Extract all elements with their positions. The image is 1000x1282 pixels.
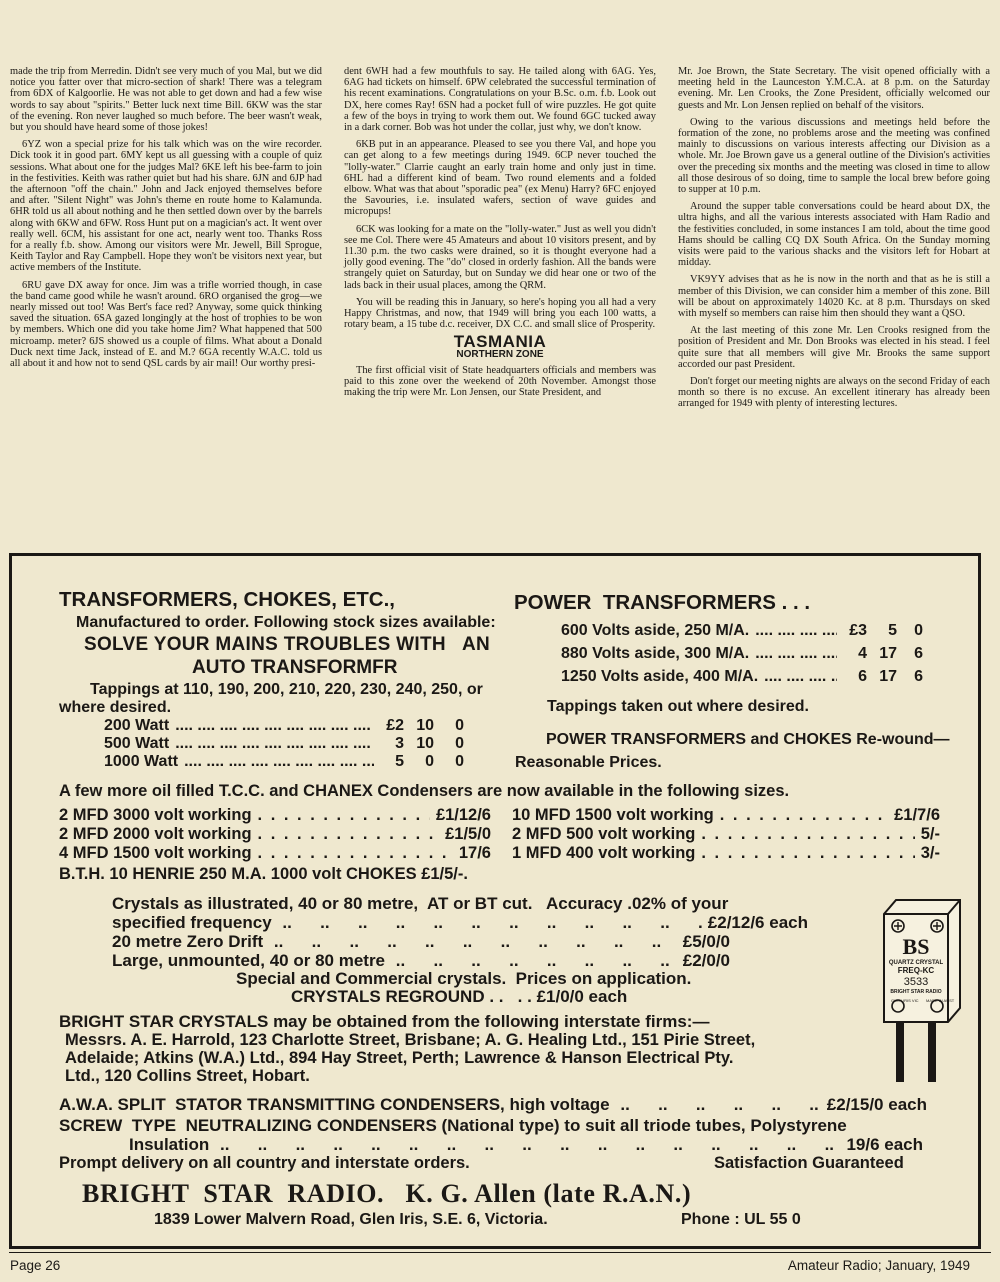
condenser-row	[512, 806, 940, 825]
crystals-line-1: Crystals as illustrated, 40 or 80 metre, AT or BT cut. Accuracy .02% of your	[112, 894, 729, 913]
price-pence: 0	[455, 753, 464, 770]
condenser-price: £1/5/0	[445, 825, 491, 843]
chokes-line: B.T.H. 10 HENRIE 250 M.A. 1000 volt CHOKES £1/5/-.	[59, 865, 468, 883]
crystal-logo: BS	[902, 934, 930, 959]
paragraph: 6RU gave DX away for once. Jim was a trifle worried though, in case the band came good while he wasn't around. 6RO organised the grog—we nearly missed out too! Was Bert's face red? Anyway, some quick thinking saved the situation. 6SA gazed longingly at the host of trophies to be won by members. Which one did you take home Jim? What happened that 500 microamp. meter? 6JS showed us a couple of films. What about a Donald Duck next time Jack, instead of E. and M.? 6GA recently W.A.C. told us all about it and how not to send QSL cards by air mail! Our worthy presi-	[10, 279, 322, 370]
price-label: 1250 Volts aside, 400 M/A.	[561, 668, 759, 685]
crystal-price: £2/0/0	[682, 951, 730, 970]
awa-price: £2/15/0 each	[826, 1095, 927, 1114]
price-label: 500 Watt	[104, 735, 170, 752]
price-row	[104, 717, 464, 735]
auto-transformer-line-1: SOLVE YOUR MAINS TROUBLES WITH AN	[84, 634, 490, 655]
condenser-price: 17/6	[458, 844, 491, 862]
company-phone: Phone : UL 55 0	[681, 1211, 801, 1228]
condenser-label: 2 MFD 500 volt working	[512, 825, 696, 843]
crystals-price-list	[112, 913, 808, 970]
crystal-label: specified frequency	[112, 913, 272, 932]
crystal-row	[112, 932, 808, 951]
price-row	[561, 622, 923, 645]
paragraph: The first official visit of State headquarters officials and members was paid to this zone over the weekend of 20th November. Amongst those making the trip were Mr. Lon Jensen, our State President, and	[344, 364, 656, 399]
condenser-row	[59, 806, 491, 825]
transformers-subtitle: Manufactured to order. Following stock sizes available:	[76, 614, 496, 631]
price-row	[561, 645, 923, 668]
price-pounds: 4	[858, 645, 867, 662]
awa-label: A.W.A. SPLIT STATOR TRANSMITTING CONDENSERS, high voltage	[59, 1095, 610, 1114]
condenser-price: 3/-	[920, 844, 940, 862]
tappings-line-2: where desired.	[59, 699, 172, 716]
condenser-price: 5/-	[920, 825, 940, 843]
condenser-row	[59, 844, 491, 863]
screw-condensers-line-1: SCREW TYPE NEUTRALIZING CONDENSERS (National type) to suit all triode tubes, Polystyrene	[59, 1116, 847, 1135]
satisfaction-guaranteed: Satisfaction Guaranteed	[714, 1154, 904, 1172]
footer-rule	[9, 1252, 991, 1253]
company-name: BRIGHT STAR RADIO. K. G. Allen (late R.A.N.)	[82, 1179, 692, 1208]
paragraph: Don't forget our meeting nights are always on the second Friday of each month so there is no excuse. An excellent itinerary has already been arranged for 1949 with plenty of interesting lectures.	[678, 376, 990, 410]
company-address: 1839 Lower Malvern Road, Glen Iris, S.E. 6, Victoria.	[154, 1211, 548, 1228]
price-shillings: 5	[888, 622, 897, 639]
prompt-delivery: Prompt delivery on all country and interstate orders.	[59, 1154, 470, 1172]
auto-transformer-line-2: AUTO TRANSFORMFR	[192, 657, 398, 678]
condenser-row	[512, 844, 940, 863]
auto-transformer-price-list	[104, 717, 464, 771]
bright-star-crystals-title: BRIGHT STAR CRYSTALS may be obtained from the following interstate firms:—	[59, 1012, 710, 1031]
price-shillings: 10	[416, 717, 434, 734]
price-row	[561, 668, 923, 691]
quartz-crystal-illustration	[876, 896, 966, 1086]
firms-line-3: Ltd., 120 Collins Street, Hobart.	[65, 1067, 310, 1085]
paragraph: 6CK was looking for a mate on the "lolly-water." Just as well you didn't see me Col. There were 45 Amateurs and about 10 visitors present, and by 11.30 p.m. the two casks were drained, so it is thought everyone had a jolly good evening. The "do" closed in orderly fashion. All the bands were strangely quiet on Saturday, but on Sunday we did hear one or two of the lads back in their usual places, among the QRM.	[344, 223, 656, 291]
condenser-label: 1 MFD 400 volt working	[512, 844, 696, 862]
paragraph: made the trip from Merredin. Didn't see very much of you Mal, but we did notice you fatter over that micro-section of shark! There was a telegram from 6DX of Kalgoorlie. He was not able to get down and had a few wise words to say about "spirits." Better luck next time Bill. 6KW was the star of the evening. Ron never laughed so much before. The beer wasn't weak, but you should have heard some of those jokes!	[10, 66, 322, 134]
firms-line-1: Messrs. A. E. Harrold, 123 Charlotte Street, Brisbane; A. G. Healing Ltd., 151 Pirie Street,	[65, 1031, 756, 1049]
paragraph: 6KB put in an appearance. Pleased to see you there Val, and hope you can get along to a few meetings during 1949. 6CP never touched the "lolly-water." Clarrie caught an early train home and only just in time. 6HL had a different kind of beam. Two round elements and a folded elbow. What was that about "sporadic pea" (ex Menu) Harry? 6FC enjoyed the Savouries, i.e. insulated wafers, section of wave guides and micropups!	[344, 139, 656, 218]
screw-condensers-row	[129, 1135, 923, 1155]
crystal-label-1: QUARTZ CRYSTAL	[888, 960, 944, 966]
price-label: 200 Watt	[104, 717, 170, 734]
price-pence: 0	[914, 622, 923, 639]
crystal-label-right: MADE IN AUST	[926, 998, 955, 1003]
crystal-label-2: FREQ-KC	[897, 966, 935, 975]
condenser-label: 4 MFD 1500 volt working	[59, 844, 252, 862]
condenser-row	[512, 825, 940, 844]
crystals-special: Special and Commercial crystals. Prices on application.	[236, 969, 692, 988]
condensers-list-left	[59, 806, 491, 863]
crystal-label: 20 metre Zero Drift	[112, 932, 264, 951]
paragraph: Owing to the various discussions and meetings held before the formation of the zone, no problems arose and the meeting was confined mainly to discussions on various interests affecting our Division as a whole. Mr. Joe Brown gave us a general outline of the Division's activities over the preceding six months and the meeting was closed in time to allow all those desirous of so doing, time to sample the local brew before going to supper at 10 p.m.	[678, 116, 990, 196]
price-pounds: 5	[395, 753, 404, 770]
price-pounds: 6	[858, 668, 867, 685]
paragraph: dent 6WH had a few mouthfuls to say. He tailed along with 6AG. Yes, 6AG had tickets on himself. 6PW celebrated the successful termination of his recent examinations. Congratulations on your B.Sc. o.m. f.b. Look out DX, here comes Ray! 6SN had a pocket full of wire puzzles. He got quite a few of the boys in trying to work them out. We found 6GC tucked away in a dark corner. Bob was hot under the collar, just why, we don't know.	[344, 66, 656, 134]
magazine-issue: Amateur Radio; January, 1949	[787, 1258, 970, 1273]
crystal-label: Large, unmounted, 40 or 80 metre	[112, 951, 386, 970]
condenser-price: £1/12/6	[435, 806, 491, 824]
page-number: Page 26	[10, 1258, 61, 1273]
condenser-row	[59, 825, 491, 844]
condensers-title: A few more oil filled T.C.C. and CHANEX Condensers are now available in the following sizes.	[59, 782, 790, 800]
paragraph: VK9YY advises that as he is now in the north and that as he is still a member of this Division, we can consider him a member of this zone. Bill will be about on approximately 14020 Kc. at 8 p.m. Thursdays on sked with myself so members can raise him then should they want a QSO.	[678, 274, 990, 320]
crystal-icon	[876, 896, 966, 1086]
price-pence: 0	[455, 735, 464, 752]
tappings-line-1: Tappings at 110, 190, 200, 210, 220, 230, 240, 250, or	[90, 681, 483, 698]
price-shillings: 10	[416, 735, 434, 752]
condensers-list-right	[512, 806, 940, 863]
price-label: 1000 Watt	[104, 753, 179, 770]
article-columns	[10, 66, 990, 528]
firms-line-2: Adelaide; Atkins (W.A.) Ltd., 894 Hay Street, Perth; Lawrence & Hanson Electrical Pty.	[65, 1049, 734, 1067]
paragraph: Mr. Joe Brown, the State Secretary. The visit opened officially with a meeting held in the Launceston Y.M.C.A. at 8 p.m. on the Saturday evening. Mr. Len Crooks, the Zone President, officially welcomed our guests and Mr. Lon Jensen replied on behalf of the visitors.	[678, 66, 990, 111]
crystal-price: £2/12/6 each	[707, 913, 808, 932]
price-label: 600 Volts aside, 250 M/A.	[561, 622, 750, 639]
power-transformers-title: POWER TRANSFORMERS . . .	[514, 591, 811, 614]
crystal-label-3: BRIGHT STAR RADIO	[890, 989, 942, 995]
paragraph: You will be reading this in January, so here's hoping you all had a very Happy Christmas, and now, that 1949 will bring you each 100 watts, a rotary beam, a 15 tube d.c. receiver, DX C.C. and small slice of Prosperity.	[344, 296, 656, 331]
paragraph: 6YZ won a special prize for his talk which was on the wire recorder. Dick took it in good part. 6MY kept us all guessing with a couple of quiz sessions. What about one for the judges Mal? 6KE left his bee-farm to join in the festivities. Keith was rather quiet but had his share. 6JN and 6JP had the afternoon "off the chain." John and Jack enjoyed themselves before and after. "Silent Night" was John's theme en route home to Kalamunda. 6HR told us all about nothing and he then settled down over by the barrels along with 6KW and 6FW. Ross Hunt put on a magician's act. It went over really well. 6CM, his assistant for one act, nearly went too. Thanks Ross for a really f.b. show. Among our visitors were Mr. Jewell, Bill Sprogue, Keith Taylor and Ray Campbell. Hope they won't be visitors next year, but active members of the Institute.	[10, 139, 322, 274]
screw-label: Insulation	[129, 1135, 210, 1154]
price-pence: 6	[914, 645, 923, 662]
screw-price: 19/6 each	[846, 1135, 923, 1154]
condenser-price: £1/7/6	[894, 806, 940, 824]
condenser-label: 2 MFD 2000 volt working	[59, 825, 252, 843]
price-label: 880 Volts aside, 300 M/A.	[561, 645, 750, 662]
price-pounds: £2	[386, 717, 404, 734]
section-subheading-northern-zone: NORTHERN ZONE	[456, 348, 544, 360]
paragraph: Around the supper table conversations could be heard about DX, the ultra highs, and all the various interests associated with Ham Radio and the festivities concluded, in some instances I am told, about the time good Hams should be calling CQ DX South Africa. On the Sunday morning visits were paid to the various shacks and the visitors left for Hobart at midday.	[678, 201, 990, 269]
article-column-3	[678, 66, 990, 528]
crystal-row	[112, 951, 808, 970]
article-column-1	[10, 66, 322, 528]
price-shillings: 17	[879, 668, 897, 685]
crystal-price: £5/0/0	[682, 932, 730, 951]
power-tappings-note: Tappings taken out where desired.	[547, 698, 809, 715]
rewound-line-1: POWER TRANSFORMERS and CHOKES Re-wound—	[546, 731, 950, 748]
condenser-label: 10 MFD 1500 volt working	[512, 806, 714, 824]
article-column-2	[344, 66, 656, 528]
paragraph: At the last meeting of this zone Mr. Len Crooks resigned from the position of President and Mr. Don Brooks was elected in his stead. I feel quite sure that all members will give Mr. Brooks the same support accorded our past President.	[678, 325, 990, 370]
price-pounds: £3	[849, 622, 867, 639]
price-row	[104, 735, 464, 753]
crystal-frequency: 3533	[903, 976, 929, 988]
awa-condensers-row	[59, 1095, 927, 1115]
condenser-label: 2 MFD 3000 volt working	[59, 806, 252, 824]
price-pounds: 3	[395, 735, 404, 752]
crystals-reground: CRYSTALS REGROUND . . . . £1/0/0 each	[291, 987, 628, 1006]
bright-star-radio-advertisement	[9, 553, 981, 1249]
rewound-line-2: Reasonable Prices.	[515, 754, 662, 771]
transformers-title: TRANSFORMERS, CHOKES, ETC.,	[59, 588, 395, 611]
section-heading-tasmania: TASMANIA	[453, 332, 547, 352]
price-shillings: 17	[879, 645, 897, 662]
price-shillings: 0	[425, 753, 434, 770]
power-transformer-price-list	[561, 622, 923, 691]
price-pence: 0	[455, 717, 464, 734]
crystal-row	[112, 913, 808, 932]
price-pence: 6	[914, 668, 923, 685]
crystal-label-left: GLEN IRIS VIC	[891, 998, 919, 1003]
price-row	[104, 753, 464, 771]
